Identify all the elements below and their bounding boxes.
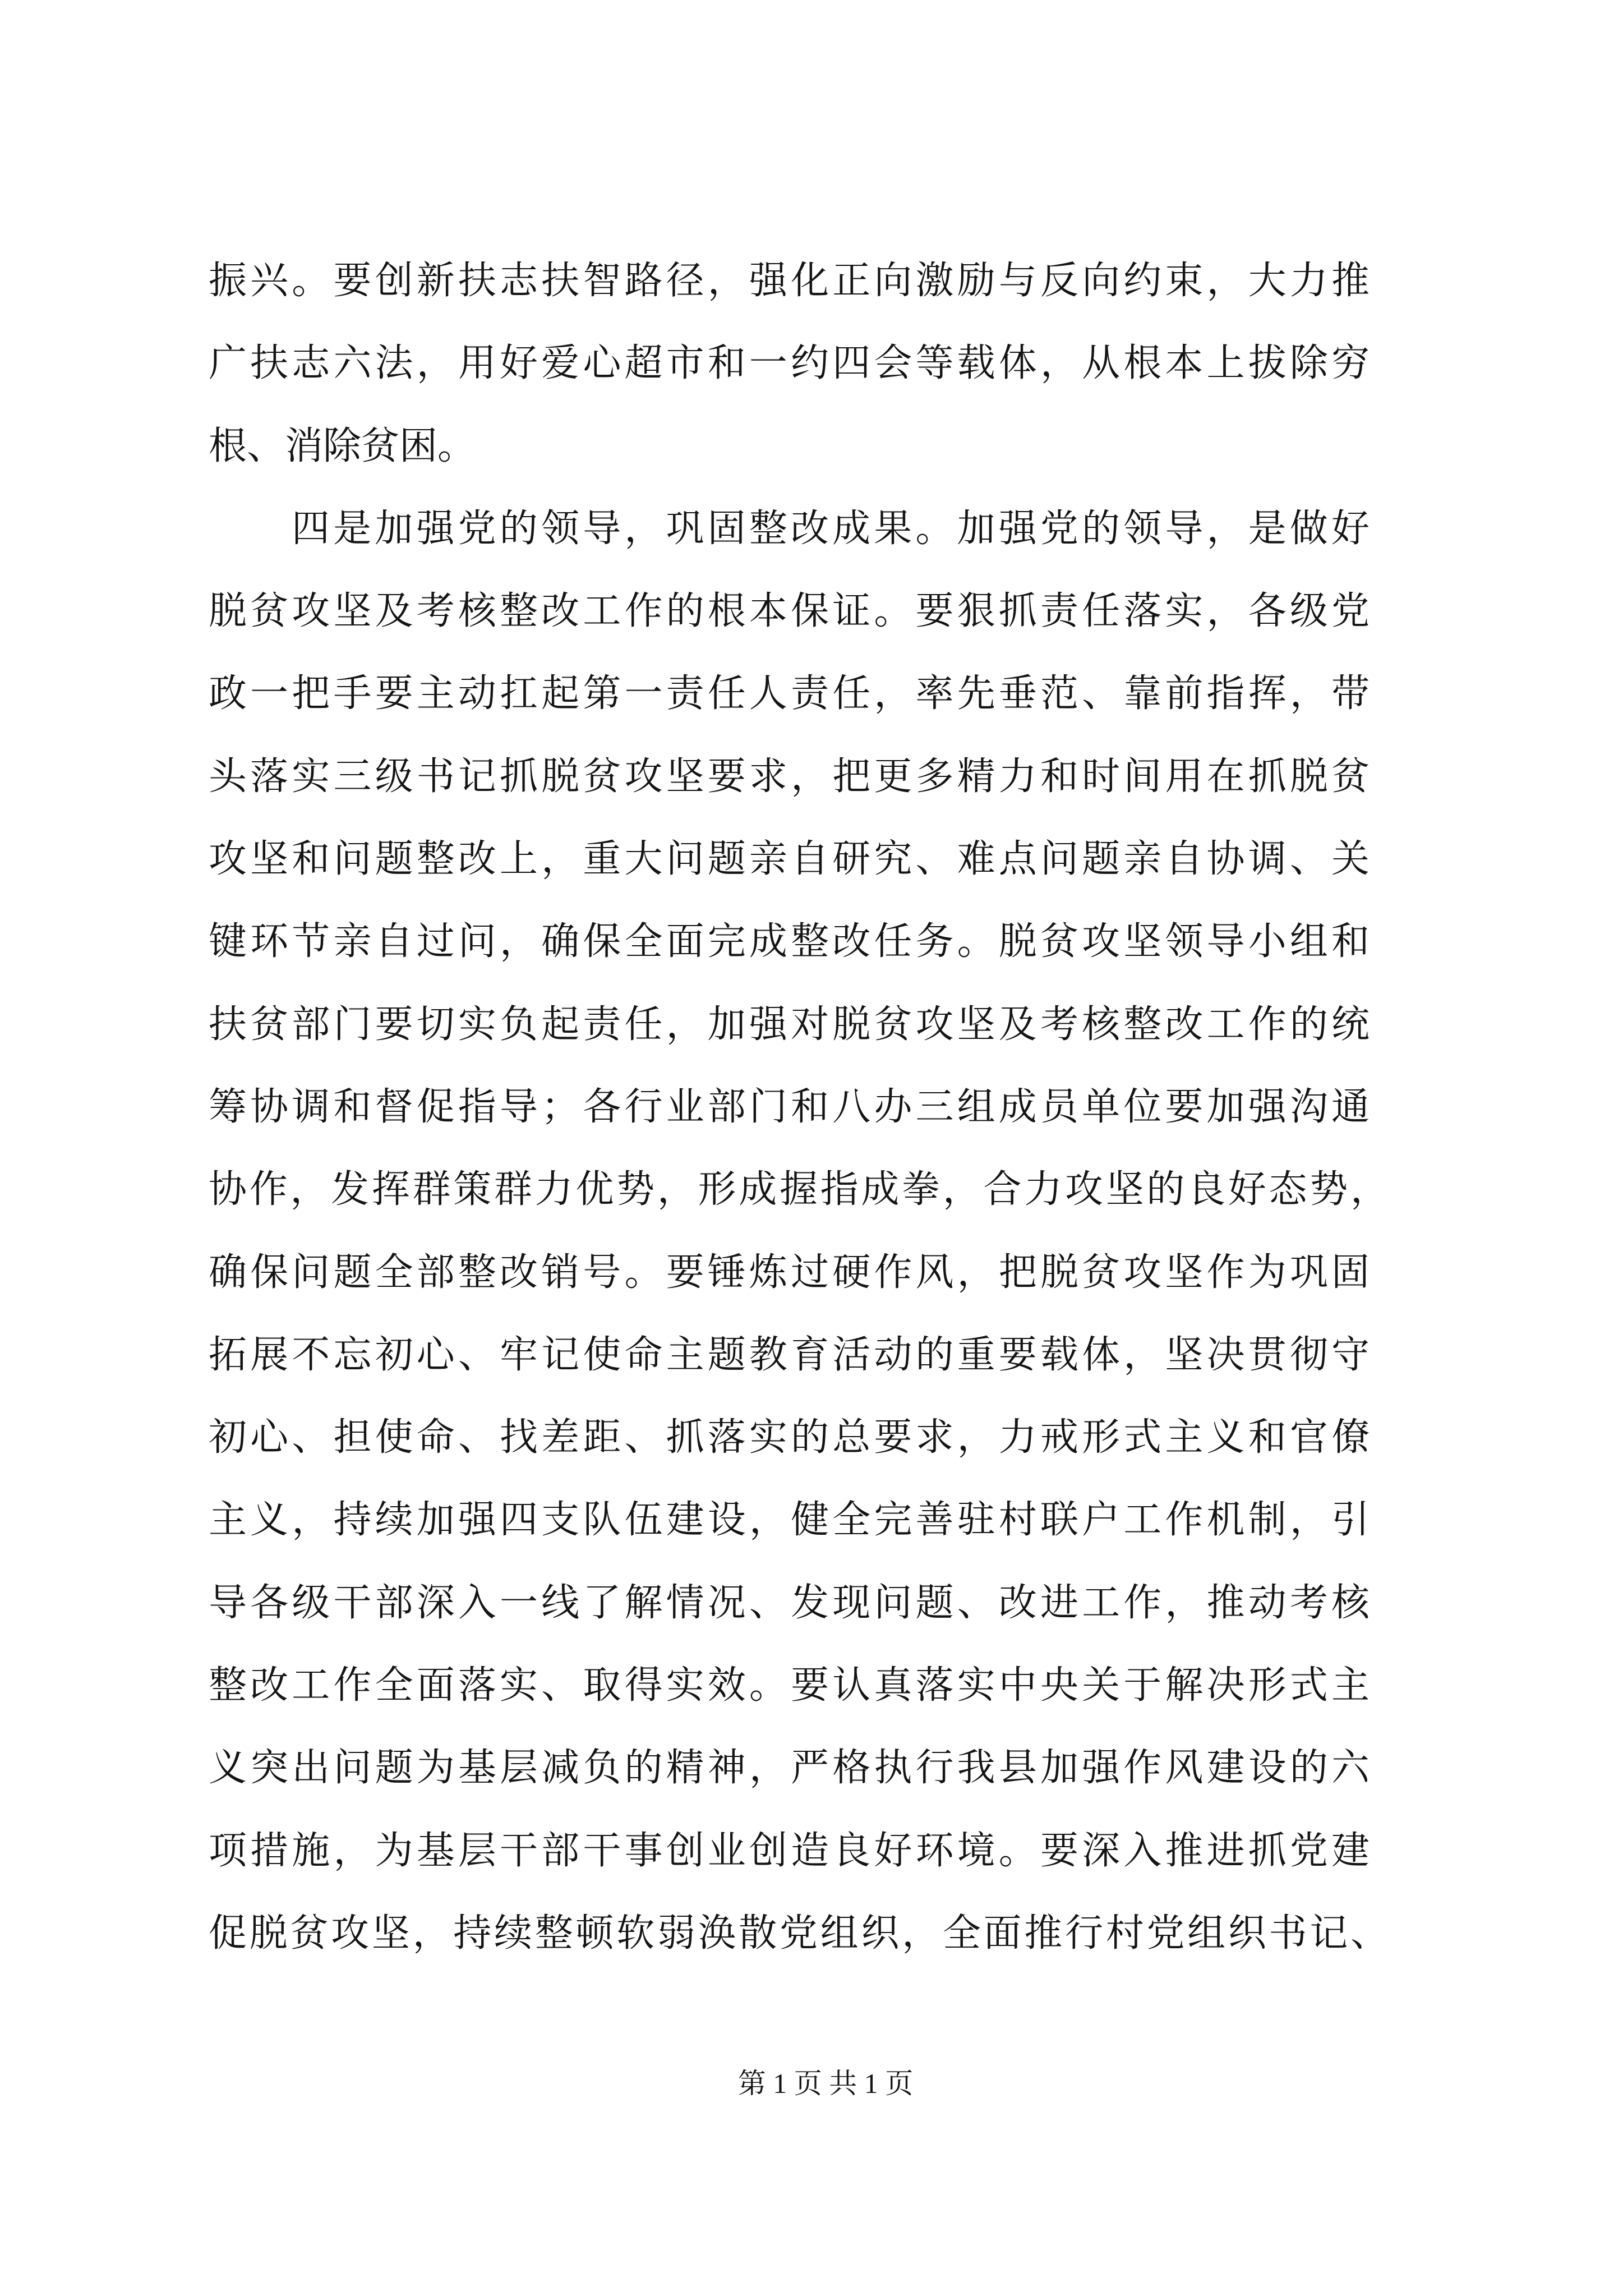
text-line: 整改工作全面落实、取得实效。要认真落实中央关于解决形式主 [209, 1663, 1370, 1708]
text-line: 义突出问题为基层减负的精神，严格执行我县加强作风建设的六 [209, 1746, 1370, 1791]
text-line: 导各级干部深入一线了解情况、发现问题、改进工作，推动考核 [209, 1580, 1370, 1625]
text-line: 攻坚和问题整改上，重大问题亲自研究、难点问题亲自协调、关 [209, 837, 1370, 882]
text-line: 筹协调和督促指导；各行业部门和八办三组成员单位要加强沟通 [209, 1084, 1370, 1129]
text-line: 广扶志六法，用好爱心超市和一约四会等载体，从根本上拔除穷 [209, 341, 1370, 386]
text-line: 政一把手要主动扛起第一责任人责任，率先垂范、靠前指挥，带 [209, 671, 1370, 716]
text-line: 项措施，为基层干部干事创业创造良好环境。要深入推进抓党建 [209, 1828, 1370, 1873]
page-number-label: 第 1 页 共 1 页 [737, 2068, 914, 2099]
text-line: 协作，发挥群策群力优势，形成握指成拳，合力攻坚的良好态势， [209, 1167, 1389, 1212]
text-line: 主义，持续加强四支队伍建设，健全完善驻村联户工作机制，引 [209, 1498, 1370, 1543]
text-line: 初心、担使命、找差距、抓落实的总要求，力戒形式主义和官僚 [209, 1415, 1370, 1460]
text-line: 四是加强党的领导，巩固整改成果。加强党的领导，是做好 [292, 506, 1370, 551]
text-line: 促脱贫攻坚，持续整顿软弱涣散党组织，全面推行村党组织书记、 [209, 1911, 1389, 1955]
paragraph [209, 487, 1398, 1975]
body-text [209, 240, 1398, 1975]
paragraph [209, 240, 1398, 487]
text-line: 键环节亲自过问，确保全面完成整改任务。脱贫攻坚领导小组和 [209, 919, 1370, 964]
text-line: 拓展不忘初心、牢记使命主题教育活动的重要载体，坚决贯彻守 [209, 1332, 1370, 1377]
text-line: 根、消除贫困。 [209, 424, 476, 468]
text-line: 脱贫攻坚及考核整改工作的根本保证。要狠抓责任落实，各级党 [209, 589, 1370, 634]
text-line: 振兴。要创新扶志扶智路径，强化正向激励与反向约束，大力推 [209, 259, 1370, 303]
text-line: 扶贫部门要切实负起责任，加强对脱贫攻坚及考核整改工作的统 [209, 1002, 1370, 1047]
page-footer [0, 2030, 1623, 2137]
text-line: 确保问题全部整改销号。要锤炼过硬作风，把脱贫攻坚作为巩固 [209, 1250, 1370, 1295]
text-line: 头落实三级书记抓脱贫攻坚要求，把更多精力和时间用在抓脱贫 [209, 754, 1370, 799]
